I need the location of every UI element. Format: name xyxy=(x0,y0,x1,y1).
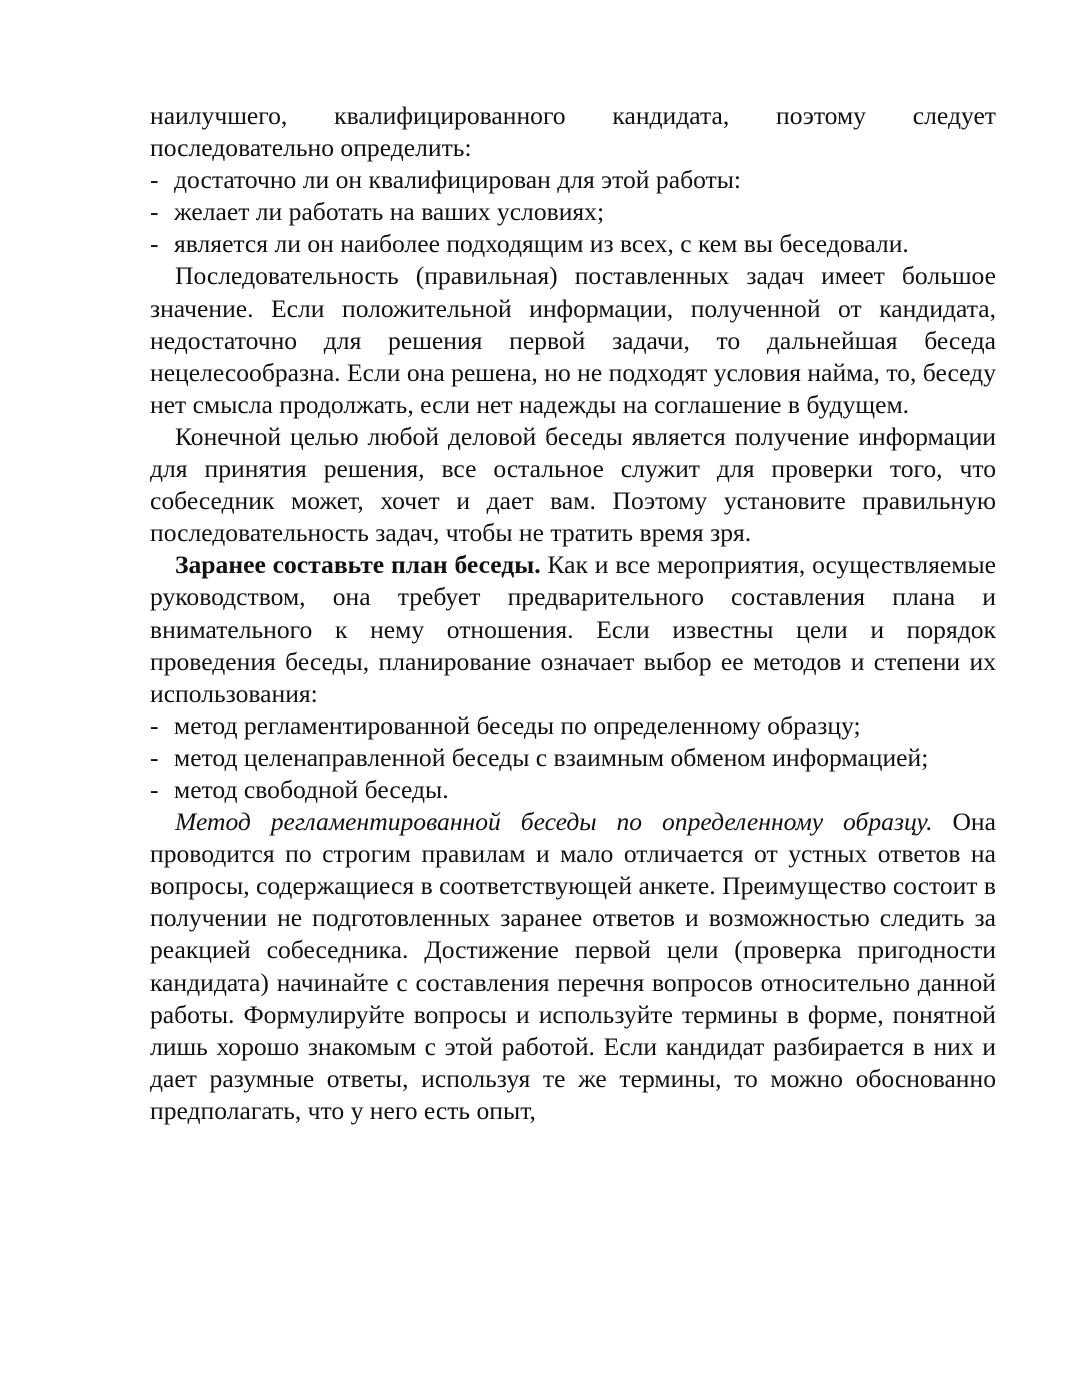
list-marker: - xyxy=(150,197,159,227)
paragraph-plan-text: Как и все мероприятия, осуществляемые руководством, она требует предварительного составления плана и внимательного к нему отношения. Если известны цели и порядок проведения беседы, планирование означает выбор ее методов и степени их использования: xyxy=(150,550,996,708)
list-marker: - xyxy=(150,165,159,195)
list-item-text: достаточно ли он квалифицирован для этой работы: xyxy=(174,165,742,195)
list-item-text: метод целенаправленной беседы с взаимным обменом информацией; xyxy=(174,742,929,772)
italic-heading: Метод регламентированной беседы по определенному образцу. xyxy=(175,807,933,837)
list-marker: - xyxy=(150,710,159,740)
list-item xyxy=(150,228,996,260)
paragraph-method-text: Она проводится по строгим правилам и мало отличается от устных ответов на вопросы, содержащиеся в соответствующей анкете. Преимущество состоит в получении не подготовленных заранее ответов и возможностью следить за реакцией собеседника. Достижение первой цели (проверка пригодности кандидата) начинайте с составления перечня вопросов относительно данной работы. Формулируйте вопросы и используйте термины в форме, понятной лишь хорошо знакомым с этой работой. Если кандидат разбирается в них и дает разумные ответы, используя те же термины, то можно обоснованно предполагать, что у него есть опыт, xyxy=(150,807,996,1125)
list-item xyxy=(150,196,996,228)
paragraph-method xyxy=(150,806,996,1127)
list-item-text: является ли он наиболее подходящим из всех, с кем вы беседовали. xyxy=(174,229,909,259)
bold-heading: Заранее составьте план беседы. xyxy=(175,550,541,580)
list-marker: - xyxy=(150,774,159,804)
list-item-text: метод свободной беседы. xyxy=(174,774,449,804)
list-marker: - xyxy=(150,742,159,772)
list-item-text: желает ли работать на ваших условиях; xyxy=(174,197,605,227)
list-item-text: метод регламентированной беседы по определенному образцу; xyxy=(174,710,861,740)
list-item xyxy=(150,164,996,196)
list-item xyxy=(150,742,996,774)
paragraph-plan xyxy=(150,549,996,709)
list-marker: - xyxy=(150,229,159,259)
paragraph-sequence: Последовательность (правильная) поставленных задач имеет большое значение. Если положительной информации, полученной от кандидата, недостаточно для решения первой задачи, то дальнейшая беседа нецелесообразна. Если она решена, но не подходят условия найма, то, беседу нет смысла продолжать, если нет надежды на соглашение в будущем. xyxy=(150,261,996,419)
list-item xyxy=(150,710,996,742)
document-page xyxy=(150,100,996,1127)
list-item xyxy=(150,774,996,806)
paragraph-intro: наилучшего, квалифицированного кандидата, поэтому следует последовательно определить: xyxy=(150,101,996,163)
paragraph-goal: Конечной целью любой деловой беседы является получение информации для принятия решения, все остальное служит для проверки того, что собеседник может, хочет и дает вам. Поэтому установите правильную последовательность задач, чтобы не тратить время зря. xyxy=(150,421,996,548)
